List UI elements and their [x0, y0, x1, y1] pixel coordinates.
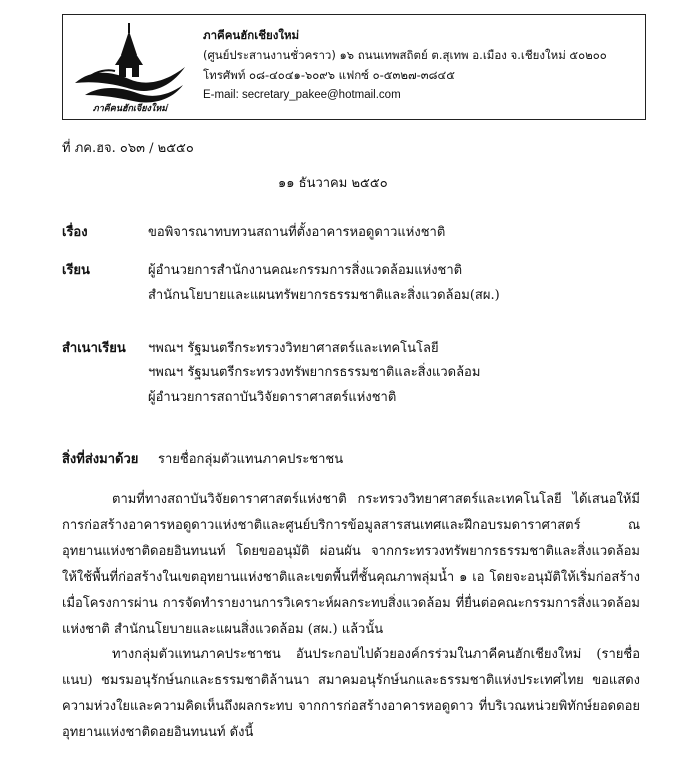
cc-line: ฯพณฯ รัฐมนตรีกระทรวงทรัพยากรธรรมชาติและสิ่งแวดล้อม: [148, 365, 481, 380]
body-paragraph-1: ตามที่ทางสถาบันวิจัยดาราศาสตร์แห่งชาติ กระทรวงวิทยาศาสตร์และเทคโนโลยี ได้เสนอให้มีการก่อสร้างอาคารหอดูดาวแห่งชาติและศูนย์บริการข้อมูลสารสนเทศและฝึกอบรมดาราศาสตร์ ณ อุทยานแห่งชาติดอยอินทนนท์ โดยขออนุมัติ ผ่อนผัน จากกระทรวงทรัพยากรธรรมชาติและสิ่งแวดล้อม ให้ใช้พื้นที่ก่อสร้างในเขตอุทยานแห่งชาติและเขตพื้นที่ชั้นคุณภาพลุ่มน้ำ ๑ เอ โดยจะอนุมัติให้เริ่มก่อสร้าง เมื่อโครงการผ่าน การจัดทำรายงานการวิเคราะห์ผลกระทบสิ่งแวดล้อม ที่ยื่นต่อคณะกรรมการสิ่งแวดล้อมแห่งชาติ สำนักนโยบายและแผนสิ่งแวดล้อม (สผ.) แล้วนั้น: [62, 492, 640, 637]
phone-line: โทรศัพท์ ๐๘-๔๐๔๑-๖๐๙๖ แฟกซ์ ๐-๕๓๒๗-๓๘๔๕: [203, 68, 455, 82]
letterhead: [62, 14, 646, 120]
to-label: เรียน: [62, 263, 90, 278]
to-line: สำนักนโยบายและแผนทรัพยากรธรรมชาติและสิ่งแวดล้อม(สผ.): [148, 288, 500, 303]
address-line: (ศูนย์ประสานงานชั่วคราว) ๑๖ ถนนเทพสถิตย์ ต.สุเทพ อ.เมือง จ.เชียงใหม่ ๕๐๒๐๐: [203, 48, 607, 62]
subject-text: ขอพิจารณาทบทวนสถานที่ตั้งอาคารหอดูดาวแห่งชาติ: [148, 225, 446, 240]
cc-label: สำเนาเรียน: [62, 341, 126, 356]
organization-logo: [71, 21, 189, 117]
cc-line: ฯพณฯ รัฐมนตรีกระทรวงวิทยาศาสตร์และเทคโนโลยี: [148, 341, 439, 356]
to-line: ผู้อำนวยการสำนักงานคณะกรรมการสิ่งแวดล้อมแห่งชาติ: [148, 263, 463, 278]
reference-number: ที่ ภค.ฮจ. ๐๖๓ / ๒๕๕๐: [62, 141, 194, 156]
organization-name: ภาคีคนฮักเชียงใหม่: [203, 28, 300, 42]
body-paragraph-2: ทางกลุ่มตัวแทนภาคประชาชน อันประกอบไปด้วยองค์กรร่วมในภาคีคนฮักเชียงใหม่ (รายชื่อแนบ) ชมรมอนุรักษ์นกและธรรมชาติล้านนา สมาคมอนุรักษ์นกและธรรมชาติแห่งประเทศไทย ขอแสดงความห่วงใยและความคิดเห็นถึงผลกระทบ จากการก่อสร้างอาคารหอดูดาว ที่บริเวณหน่วยพิทักษ์ยอดดอย อุทยานแห่งชาติดอยอินทนนท์ ดังนี้: [62, 647, 640, 740]
letterhead-text: [203, 25, 643, 105]
logo-caption: ภาคีคนฮักเจียงใหม่: [92, 104, 168, 114]
subject-label: เรื่อง: [62, 225, 88, 240]
temple-logo-icon: [71, 21, 189, 105]
email-line: E-mail: secretary_pakee@hotmail.com: [203, 89, 401, 101]
letter-date: ๑๑ ธันวาคม ๒๕๕๐: [278, 176, 388, 191]
enclosure-text: รายชื่อกลุ่มตัวแทนภาคประชาชน: [158, 452, 344, 467]
enclosure-label: สิ่งที่ส่งมาด้วย: [62, 452, 139, 467]
cc-line: ผู้อำนวยการสถาบันวิจัยดาราศาสตร์แห่งชาติ: [148, 390, 397, 405]
